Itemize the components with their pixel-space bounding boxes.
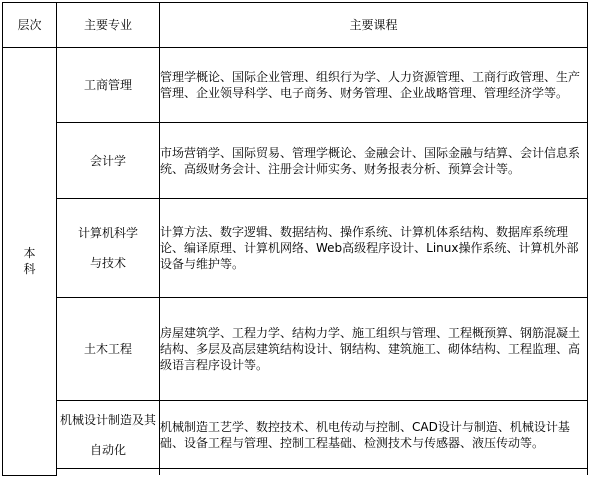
major-cell [57,199,160,298]
major-cell: 土木工程 [57,298,160,401]
courses-cell-empty [160,469,588,476]
table-row [3,401,588,469]
major-cell [57,401,160,469]
table-row [3,199,588,298]
major-cell: 会计学 [57,123,160,199]
courses-cell: 机械制造工艺学、数控技术、机电传动与控制、CAD设计与制造、机械设计基础、设备工程与管理、控制工程基础、检测技术与传感器、液压传动等。 [160,401,588,469]
header-major: 主要专业 [57,3,160,48]
level-char: 本 [23,246,36,261]
courses-cell: 管理学概论、国际企业管理、组织行为学、人力资源管理、工商行政管理、生产管理、企业领导科学、电子商务、财务管理、企业战略管理、管理经济学等。 [160,48,588,123]
header-courses: 主要课程 [160,3,588,48]
major-cell: 工商管理 [57,48,160,123]
table-row-partial [3,469,588,476]
courses-cell: 计算方法、数字逻辑、数据结构、操作系统、计算机体系结构、数据库系统理论、编译原理、计算机网络、Web高级程序设计、Linux操作系统、计算机外部设备与维护等。 [160,199,588,298]
major-line: 与技术 [89,256,126,270]
courses-cell: 市场营销学、国际贸易、管理学概论、金融会计、国际金融与结算、会计信息系统、高级财务会计、注册会计师实务、财务报表分析、预算会计等。 [160,123,588,199]
courses-cell: 房屋建筑学、工程力学、结构力学、施工组织与管理、工程概预算、钢筋混凝土结构、多层及高层建筑结构设计、钢结构、建筑施工、砌体结构、工程监理、高级语言程序设计等。 [160,298,588,401]
header-level: 层次 [3,3,57,48]
table-row [3,123,588,199]
major-line: 自动化 [89,442,126,457]
table-row [3,298,588,401]
level-cell [3,48,57,476]
header-row [3,3,588,48]
curriculum-table [2,2,588,476]
table-row [3,48,588,123]
level-char: 科 [23,262,36,277]
major-cell-empty [57,469,160,476]
major-line: 计算机科学 [77,226,138,240]
major-line: 机械设计制造及其 [59,412,156,427]
